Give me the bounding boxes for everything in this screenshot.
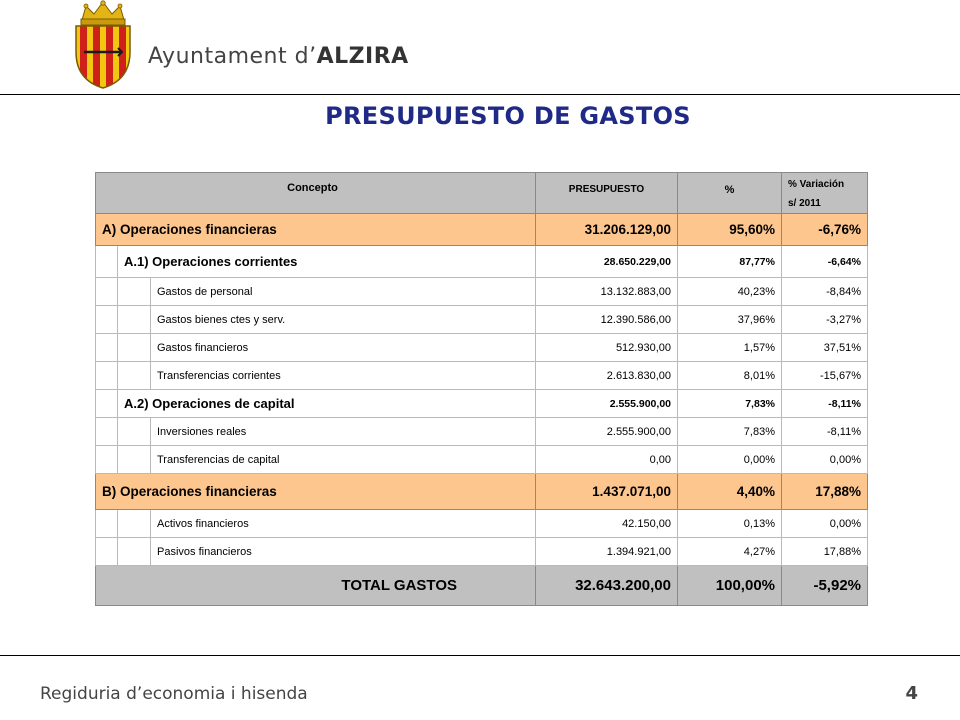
org-prefix: Ayuntament d’ bbox=[148, 44, 317, 69]
indent-cell bbox=[96, 390, 118, 418]
row-label: Activos financieros bbox=[151, 510, 536, 538]
row-variacion: -15,67% bbox=[782, 362, 868, 390]
subsection-a2-label: A.2) Operaciones de capital bbox=[118, 390, 536, 418]
indent-cell bbox=[96, 418, 118, 446]
subsection-a2-presupuesto: 2.555.900,00 bbox=[536, 390, 678, 418]
indent-cell bbox=[96, 334, 118, 362]
total-label: TOTAL GASTOS bbox=[96, 566, 536, 606]
indent-cell bbox=[96, 306, 118, 334]
indent-cell bbox=[96, 510, 118, 538]
indent-cell bbox=[118, 278, 151, 306]
indent-cell bbox=[118, 334, 151, 362]
org-town: ALZIRA bbox=[316, 44, 409, 69]
section-a-presupuesto: 31.206.129,00 bbox=[536, 214, 678, 246]
row-presupuesto: 1.394.921,00 bbox=[536, 538, 678, 566]
total-row bbox=[96, 566, 868, 606]
indent-cell bbox=[96, 538, 118, 566]
header-variacion-line2: s/ 2011 bbox=[788, 198, 821, 209]
section-a-label: A) Operaciones financieras bbox=[96, 214, 536, 246]
header-percent: % bbox=[678, 173, 782, 214]
row-label: Gastos financieros bbox=[151, 334, 536, 362]
header-presupuesto: PRESUPUESTO bbox=[536, 173, 678, 214]
row-variacion: -3,27% bbox=[782, 306, 868, 334]
section-b-row bbox=[96, 474, 868, 510]
row-presupuesto: 2.613.830,00 bbox=[536, 362, 678, 390]
table-row bbox=[96, 306, 868, 334]
row-variacion: 0,00% bbox=[782, 510, 868, 538]
subsection-a2-variacion: -8,11% bbox=[782, 390, 868, 418]
row-percent: 40,23% bbox=[678, 278, 782, 306]
header-divider bbox=[0, 94, 960, 95]
page-title: PRESUPUESTO DE GASTOS bbox=[325, 102, 691, 130]
row-label: Gastos bienes ctes y serv. bbox=[151, 306, 536, 334]
section-a-variacion: -6,76% bbox=[782, 214, 868, 246]
footer-divider bbox=[0, 655, 960, 656]
subsection-a1-percent: 87,77% bbox=[678, 246, 782, 278]
page-number: 4 bbox=[905, 683, 918, 704]
row-percent: 0,00% bbox=[678, 446, 782, 474]
indent-cell bbox=[118, 510, 151, 538]
subsection-a2-row bbox=[96, 390, 868, 418]
indent-cell bbox=[96, 362, 118, 390]
indent-cell bbox=[118, 418, 151, 446]
section-b-presupuesto: 1.437.071,00 bbox=[536, 474, 678, 510]
total-percent: 100,00% bbox=[678, 566, 782, 606]
row-presupuesto: 0,00 bbox=[536, 446, 678, 474]
coat-of-arms-logo bbox=[72, 0, 134, 90]
row-variacion: 17,88% bbox=[782, 538, 868, 566]
table-row bbox=[96, 362, 868, 390]
indent-cell bbox=[118, 538, 151, 566]
section-b-percent: 4,40% bbox=[678, 474, 782, 510]
table-row bbox=[96, 446, 868, 474]
section-a-percent: 95,60% bbox=[678, 214, 782, 246]
header-concepto: Concepto bbox=[96, 173, 536, 214]
subsection-a1-row bbox=[96, 246, 868, 278]
row-presupuesto: 512.930,00 bbox=[536, 334, 678, 362]
row-presupuesto: 42.150,00 bbox=[536, 510, 678, 538]
table-row bbox=[96, 510, 868, 538]
row-label: Transferencias de capital bbox=[151, 446, 536, 474]
header-variacion-line1: % Variación bbox=[788, 179, 845, 190]
row-percent: 8,01% bbox=[678, 362, 782, 390]
indent-cell bbox=[96, 446, 118, 474]
indent-cell bbox=[118, 306, 151, 334]
indent-cell bbox=[118, 446, 151, 474]
subsection-a1-label: A.1) Operaciones corrientes bbox=[118, 246, 536, 278]
total-variacion: -5,92% bbox=[782, 566, 868, 606]
indent-cell bbox=[96, 278, 118, 306]
total-presupuesto: 32.643.200,00 bbox=[536, 566, 678, 606]
table-row bbox=[96, 418, 868, 446]
row-percent: 1,57% bbox=[678, 334, 782, 362]
indent-cell bbox=[118, 362, 151, 390]
table-header-row bbox=[96, 173, 868, 214]
header-variacion bbox=[782, 173, 868, 214]
row-presupuesto: 12.390.586,00 bbox=[536, 306, 678, 334]
row-label: Transferencias corrientes bbox=[151, 362, 536, 390]
footer-text: Regiduria d’economia i hisenda bbox=[40, 684, 308, 704]
row-variacion: 37,51% bbox=[782, 334, 868, 362]
row-label: Gastos de personal bbox=[151, 278, 536, 306]
row-percent: 37,96% bbox=[678, 306, 782, 334]
row-percent: 7,83% bbox=[678, 418, 782, 446]
row-variacion: -8,84% bbox=[782, 278, 868, 306]
subsection-a1-variacion: -6,64% bbox=[782, 246, 868, 278]
table-row bbox=[96, 278, 868, 306]
section-b-variacion: 17,88% bbox=[782, 474, 868, 510]
subsection-a2-percent: 7,83% bbox=[678, 390, 782, 418]
subsection-a1-presupuesto: 28.650.229,00 bbox=[536, 246, 678, 278]
indent-cell bbox=[96, 246, 118, 278]
row-percent: 0,13% bbox=[678, 510, 782, 538]
table-row bbox=[96, 334, 868, 362]
row-presupuesto: 2.555.900,00 bbox=[536, 418, 678, 446]
row-variacion: -8,11% bbox=[782, 418, 868, 446]
section-b-label: B) Operaciones financieras bbox=[96, 474, 536, 510]
row-percent: 4,27% bbox=[678, 538, 782, 566]
table-row bbox=[96, 538, 868, 566]
budget-table bbox=[95, 172, 868, 606]
row-label: Inversiones reales bbox=[151, 418, 536, 446]
organization-name bbox=[148, 44, 409, 69]
row-label: Pasivos financieros bbox=[151, 538, 536, 566]
row-presupuesto: 13.132.883,00 bbox=[536, 278, 678, 306]
row-variacion: 0,00% bbox=[782, 446, 868, 474]
section-a-row bbox=[96, 214, 868, 246]
